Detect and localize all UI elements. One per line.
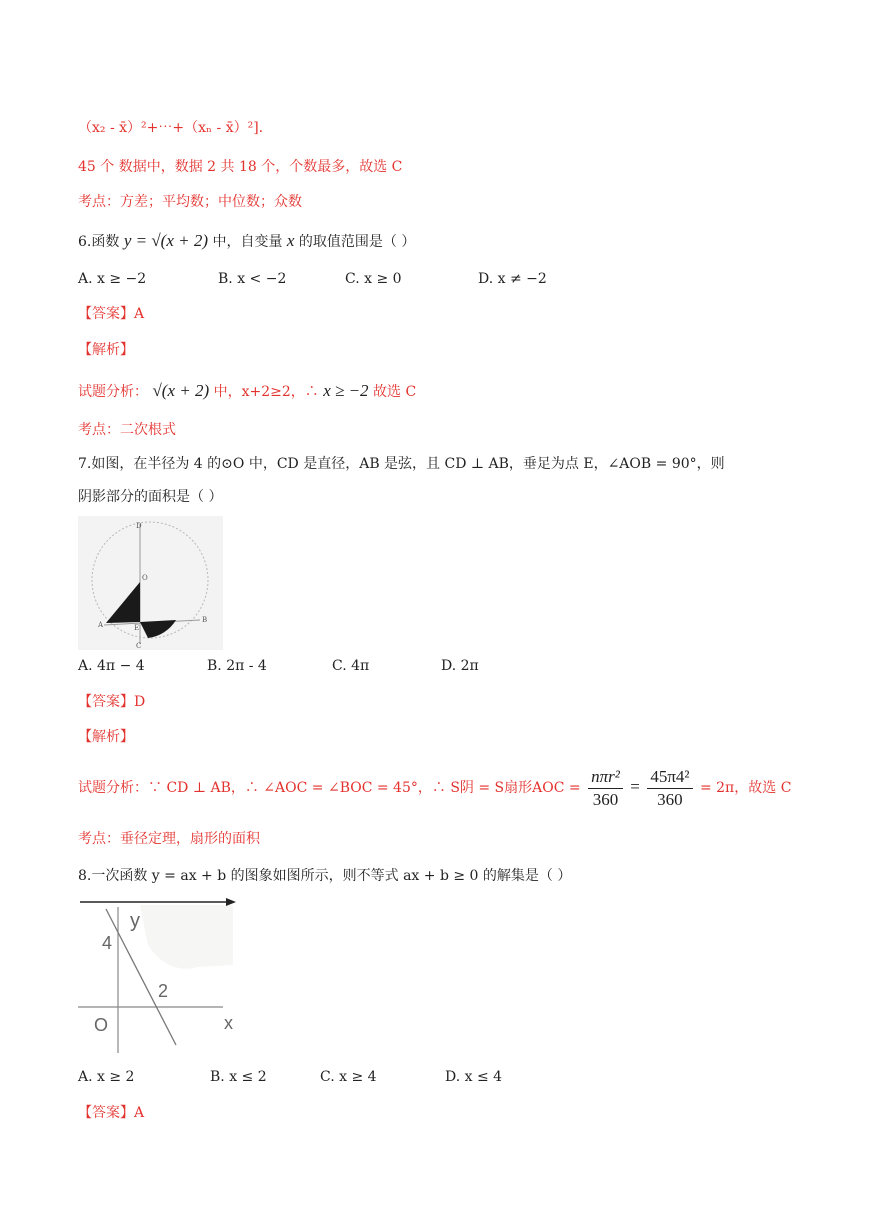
q7-stem-line1: 7.如图，在半径为 4 的⊙O 中，CD 是直径，AB 是弦，且 CD ⊥ AB，垂足为点 E，∠AOB = 90°，则 <box>78 456 725 472</box>
q6-analysis-suffix: 故选 C <box>373 384 417 400</box>
q8-label-o: O <box>94 1015 109 1035</box>
q6-analysis-mid: 中，x+2≥2，∴ <box>213 384 319 400</box>
q7-label-b: B <box>202 616 208 624</box>
q7-label-d: D <box>136 522 142 530</box>
q5-kaodian: 考点：方差；平均数；中位数；众数 <box>78 194 302 210</box>
q6-analysis-formula: √(x + 2) <box>152 381 210 400</box>
q6-stem-var: x <box>286 231 295 250</box>
q8-label-x: x <box>224 1013 233 1033</box>
q6-analysis <box>78 381 416 402</box>
q6-option-d: D. x ≠ −2 <box>478 271 547 287</box>
variance-formula-tail: （x₂ - x̄）²+⋯+（xₙ - x̄）²]. <box>78 120 264 136</box>
q7-circle-figure <box>78 516 223 650</box>
q6-jiexi: 【解析】 <box>78 342 134 358</box>
q7-jiexi: 【解析】 <box>78 729 134 745</box>
q7-fraction-2-num: 45π4² <box>647 766 692 789</box>
q8-smudge <box>140 905 233 969</box>
q5-explanation: 45 个 数据中，数据 2 共 18 个，个数最多，故选 C <box>78 159 403 175</box>
q7-fraction-1 <box>588 766 623 811</box>
q7-label-e: E <box>134 624 140 632</box>
q7-option-a: A. 4π − 4 <box>78 658 145 674</box>
q7-option-b: B. 2π - 4 <box>207 658 267 674</box>
q7-fraction-2-den: 360 <box>657 789 683 809</box>
q7-label-o: O <box>142 574 148 582</box>
q6-stem-suffix: 的取值范围是（ ） <box>298 234 416 250</box>
q6-analysis-prefix: 试题分析： <box>78 384 148 400</box>
q7-kaodian: 考点：垂径定理，扇形的面积 <box>78 831 260 847</box>
q7-option-c: C. 4π <box>332 658 370 674</box>
q8-option-a: A. x ≥ 2 <box>78 1069 135 1085</box>
q8-option-c: C. x ≥ 4 <box>320 1069 377 1085</box>
q7-equals: = <box>630 777 640 796</box>
q6-analysis-ineq: x ≥ −2 <box>323 381 369 400</box>
q7-stem-line2: 阴影部分的面积是（ ） <box>78 489 223 505</box>
q7-fraction-1-num: nπr² <box>588 766 623 789</box>
q6-answer: 【答案】A <box>78 306 145 322</box>
q8-answer: 【答案】A <box>78 1105 145 1121</box>
q8-stem: 8.一次函数 y = ax + b 的图象如图所示，则不等式 ax + b ≥ 0 的解集是（ ） <box>78 868 572 884</box>
q8-label-2: 2 <box>158 981 169 1001</box>
q6-kaodian: 考点：二次根式 <box>78 422 176 438</box>
q6-stem-prefix: 6.函数 <box>78 234 120 250</box>
q8-graph-figure <box>78 895 240 1055</box>
q8-option-d: D. x ≤ 4 <box>445 1069 503 1085</box>
q7-option-d: D. 2π <box>441 658 479 674</box>
q7-analysis-prefix: 试题分析：∵ CD ⊥ AB，∴ ∠AOC = ∠BOC = 45°，∴ S阴 = S扇形AOC = <box>78 780 581 796</box>
q6-stem-formula: y = √(x + 2) <box>123 231 208 250</box>
q6-option-b: B. x < −2 <box>218 271 287 287</box>
q7-answer: 【答案】D <box>78 694 146 710</box>
q6-option-c: C. x ≥ 0 <box>345 271 402 287</box>
q8-label-y: y <box>130 910 140 932</box>
q6-stem-mid: 中，自变量 <box>212 234 283 250</box>
q6-stem <box>78 231 415 252</box>
q7-fraction-1-den: 360 <box>592 789 619 809</box>
q8-option-b: B. x ≤ 2 <box>210 1069 267 1085</box>
q7-analysis-suffix: = 2π，故选 C <box>699 780 792 796</box>
q6-option-a: A. x ≥ −2 <box>78 271 147 287</box>
q8-top-arrowhead <box>226 898 236 906</box>
q7-fraction-2 <box>647 766 692 811</box>
q7-label-c: C <box>136 642 142 650</box>
q7-label-a: A <box>98 621 104 629</box>
q8-label-4: 4 <box>102 933 113 953</box>
q7-analysis <box>78 762 791 813</box>
